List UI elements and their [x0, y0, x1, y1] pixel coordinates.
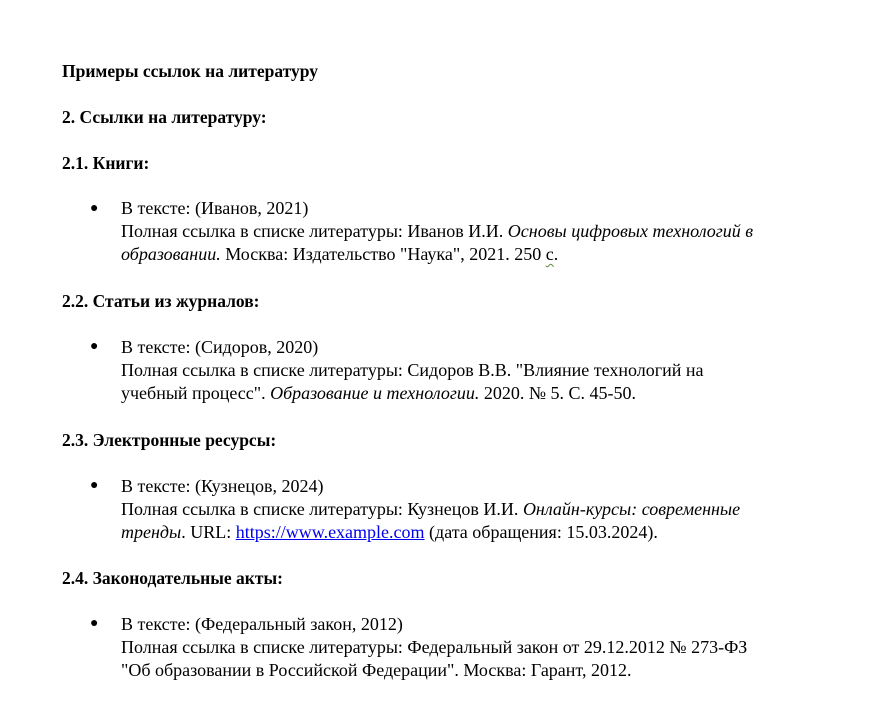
in-text-citation: В тексте: (Иванов, 2021)	[121, 198, 309, 218]
citation-text: (дата обращения: 15.03.2024).	[424, 522, 658, 542]
list-item-electronic	[121, 475, 740, 544]
list-item-books	[121, 197, 753, 266]
list-item-legislation	[121, 613, 747, 682]
full-citation-line: Полная ссылка в списке литературы: Сидоров В.В. "Влияние технологий на	[121, 360, 704, 380]
bullet-icon: ●	[90, 478, 99, 493]
citation-text: .	[553, 244, 559, 264]
citation-text: . URL:	[181, 522, 236, 542]
subsection-heading-journals: 2.2. Статьи из журналов:	[62, 291, 260, 311]
citation-title-italic: тренды	[121, 522, 182, 542]
in-text-citation: В тексте: (Кузнецов, 2024)	[121, 476, 324, 496]
section-heading: 2. Ссылки на литературу:	[62, 107, 267, 127]
citation-title-italic: образовании.	[121, 244, 221, 264]
citation-text: 2020. № 5. С. 45-50.	[479, 383, 637, 403]
list-item-journals	[121, 336, 704, 405]
subsection-heading-legislation: 2.4. Законодательные акты:	[62, 568, 283, 588]
subsection-heading-books: 2.1. Книги:	[62, 153, 150, 173]
in-text-citation: В тексте: (Федеральный закон, 2012)	[121, 614, 403, 634]
citation-text: Москва: Издательство "Наука", 2021. 250	[220, 244, 546, 264]
full-citation-line: Полная ссылка в списке литературы: Федеральный закон от 29.12.2012 № 273-ФЗ	[121, 637, 748, 657]
full-citation-line	[121, 243, 753, 266]
bullet-icon: ●	[90, 339, 99, 354]
citation-title-italic: Образование и технологии.	[270, 383, 480, 403]
full-citation-line: "Об образовании в Российской Федерации". Москва: Гарант, 2012.	[121, 660, 632, 680]
bullet-icon: ●	[90, 616, 99, 631]
full-citation-line	[121, 220, 753, 243]
spellcheck-mark[interactable]: с	[545, 244, 554, 264]
full-citation-line	[121, 382, 704, 405]
in-text-citation: В тексте: (Сидоров, 2020)	[121, 337, 319, 357]
citation-text: Полная ссылка в списке литературы: Кузнецов И.И.	[121, 499, 523, 519]
citation-text: Полная ссылка в списке литературы: Иванов И.И.	[121, 221, 508, 241]
document-title: Примеры ссылок на литературу	[62, 61, 318, 81]
url-link[interactable]: https://www.example.com	[235, 522, 425, 542]
citation-title-italic: Основы цифровых технологий в	[507, 221, 754, 241]
citation-title-italic: Онлайн-курсы: современные	[522, 499, 741, 519]
full-citation-line	[121, 498, 740, 521]
citation-text: учебный процесс".	[121, 383, 271, 403]
subsection-heading-electronic: 2.3. Электронные ресурсы:	[62, 430, 277, 450]
bullet-icon: ●	[90, 201, 99, 216]
full-citation-line	[121, 521, 740, 544]
